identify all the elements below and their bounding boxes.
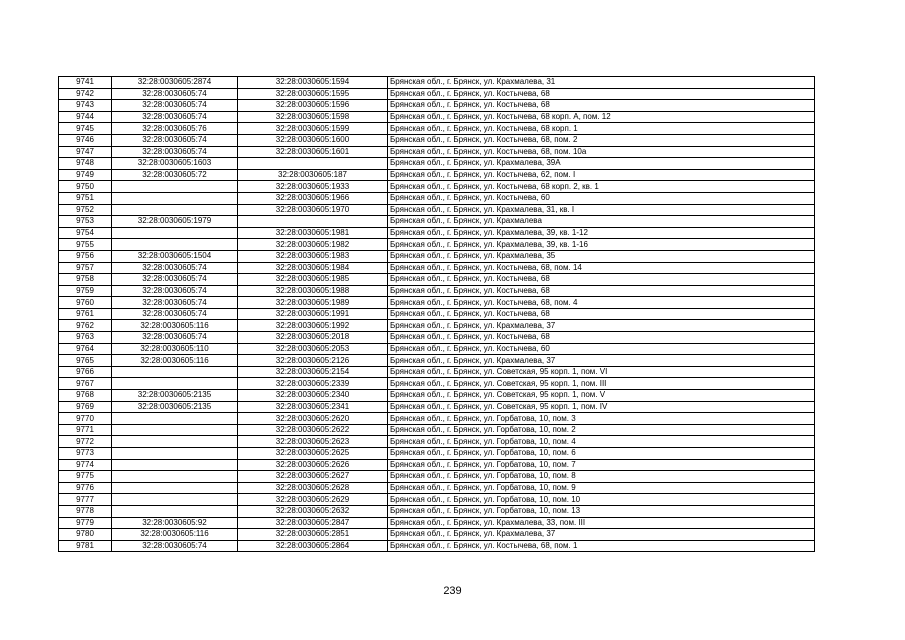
table-row xyxy=(59,471,815,483)
parent-cadastral-cell xyxy=(112,505,238,517)
parent-cadastral-cell xyxy=(112,192,238,204)
cadastral-number-cell: 32:28:0030605:1601 xyxy=(238,146,388,158)
parent-cadastral-cell xyxy=(112,378,238,390)
address-cell: Брянская обл., г. Брянск, ул. Крахмалева, 39, кв. 1-12 xyxy=(388,227,815,239)
row-number-cell: 9764 xyxy=(59,343,112,355)
row-number-cell: 9768 xyxy=(59,390,112,402)
address-cell: Брянская обл., г. Брянск, ул. Советская, 95 корп. 1, пом. V xyxy=(388,390,815,402)
cadastral-number-cell: 32:28:0030605:2620 xyxy=(238,413,388,425)
address-cell: Брянская обл., г. Брянск, ул. Горбатова, 10, пом. 8 xyxy=(388,471,815,483)
address-cell: Брянская обл., г. Брянск, ул. Костычева, 60 xyxy=(388,343,815,355)
address-cell: Брянская обл., г. Брянск, ул. Костычева, 68 корп. 2, кв. 1 xyxy=(388,181,815,193)
row-number-cell: 9781 xyxy=(59,540,112,552)
registry-table-body xyxy=(59,77,815,552)
row-number-cell: 9762 xyxy=(59,320,112,332)
table-row xyxy=(59,204,815,216)
parent-cadastral-cell: 32:28:0030605:74 xyxy=(112,88,238,100)
table-row xyxy=(59,192,815,204)
cadastral-number-cell: 32:28:0030605:2626 xyxy=(238,459,388,471)
address-cell: Брянская обл., г. Брянск, ул. Крахмалева, 37 xyxy=(388,320,815,332)
parent-cadastral-cell xyxy=(112,424,238,436)
address-cell: Брянская обл., г. Брянск, ул. Крахмалева, 31 xyxy=(388,77,815,89)
table-row xyxy=(59,424,815,436)
table-row xyxy=(59,401,815,413)
table-row xyxy=(59,517,815,529)
row-number-cell: 9754 xyxy=(59,227,112,239)
table-row xyxy=(59,494,815,506)
cadastral-number-cell: 32:28:0030605:2126 xyxy=(238,355,388,367)
parent-cadastral-cell: 32:28:0030605:116 xyxy=(112,320,238,332)
parent-cadastral-cell xyxy=(112,459,238,471)
parent-cadastral-cell: 32:28:0030605:110 xyxy=(112,343,238,355)
cadastral-number-cell: 32:28:0030605:1594 xyxy=(238,77,388,89)
parent-cadastral-cell: 32:28:0030605:74 xyxy=(112,262,238,274)
registry-table xyxy=(58,76,815,552)
cadastral-number-cell: 32:28:0030605:1598 xyxy=(238,111,388,123)
row-number-cell: 9755 xyxy=(59,239,112,251)
address-cell: Брянская обл., г. Брянск, ул. Крахмалева, 31, кв. I xyxy=(388,204,815,216)
parent-cadastral-cell: 32:28:0030605:74 xyxy=(112,308,238,320)
address-cell: Брянская обл., г. Брянск, ул. Крахмалева, 39А xyxy=(388,158,815,170)
table-row xyxy=(59,355,815,367)
table-row xyxy=(59,134,815,146)
parent-cadastral-cell xyxy=(112,436,238,448)
row-number-cell: 9767 xyxy=(59,378,112,390)
cadastral-number-cell: 32:28:0030605:1984 xyxy=(238,262,388,274)
parent-cadastral-cell: 32:28:0030605:76 xyxy=(112,123,238,135)
table-row xyxy=(59,88,815,100)
table-row xyxy=(59,459,815,471)
address-cell: Брянская обл., г. Брянск, ул. Горбатова, 10, пом. 9 xyxy=(388,482,815,494)
cadastral-number-cell: 32:28:0030605:2864 xyxy=(238,540,388,552)
table-row xyxy=(59,146,815,158)
cadastral-number-cell: 32:28:0030605:1981 xyxy=(238,227,388,239)
row-number-cell: 9750 xyxy=(59,181,112,193)
row-number-cell: 9780 xyxy=(59,529,112,541)
parent-cadastral-cell xyxy=(112,471,238,483)
table-row xyxy=(59,285,815,297)
parent-cadastral-cell: 32:28:0030605:92 xyxy=(112,517,238,529)
table-row xyxy=(59,123,815,135)
cadastral-number-cell: 32:28:0030605:1988 xyxy=(238,285,388,297)
cadastral-number-cell: 32:28:0030605:1970 xyxy=(238,204,388,216)
cadastral-number-cell: 32:28:0030605:2628 xyxy=(238,482,388,494)
row-number-cell: 9757 xyxy=(59,262,112,274)
row-number-cell: 9769 xyxy=(59,401,112,413)
page-number: 239 xyxy=(443,585,462,597)
row-number-cell: 9778 xyxy=(59,505,112,517)
parent-cadastral-cell xyxy=(112,181,238,193)
table-row xyxy=(59,436,815,448)
row-number-cell: 9742 xyxy=(59,88,112,100)
row-number-cell: 9741 xyxy=(59,77,112,89)
table-row xyxy=(59,482,815,494)
cadastral-number-cell: 32:28:0030605:1599 xyxy=(238,123,388,135)
parent-cadastral-cell: 32:28:0030605:2135 xyxy=(112,390,238,402)
parent-cadastral-cell: 32:28:0030605:74 xyxy=(112,285,238,297)
table-row xyxy=(59,181,815,193)
parent-cadastral-cell: 32:28:0030605:74 xyxy=(112,134,238,146)
address-cell: Брянская обл., г. Брянск, ул. Советская, 95 корп. 1, пом. IV xyxy=(388,401,815,413)
table-row xyxy=(59,158,815,170)
cadastral-number-cell: 32:28:0030605:1982 xyxy=(238,239,388,251)
row-number-cell: 9758 xyxy=(59,274,112,286)
row-number-cell: 9760 xyxy=(59,297,112,309)
row-number-cell: 9748 xyxy=(59,158,112,170)
cadastral-number-cell: 32:28:0030605:1596 xyxy=(238,100,388,112)
table-row xyxy=(59,239,815,251)
row-number-cell: 9777 xyxy=(59,494,112,506)
row-number-cell: 9772 xyxy=(59,436,112,448)
parent-cadastral-cell xyxy=(112,413,238,425)
address-cell: Брянская обл., г. Брянск, ул. Костычева, 68 xyxy=(388,332,815,344)
parent-cadastral-cell xyxy=(112,482,238,494)
cadastral-number-cell: 32:28:0030605:1991 xyxy=(238,308,388,320)
cadastral-number-cell: 32:28:0030605:2847 xyxy=(238,517,388,529)
row-number-cell: 9775 xyxy=(59,471,112,483)
table-row xyxy=(59,100,815,112)
row-number-cell: 9763 xyxy=(59,332,112,344)
cadastral-number-cell: 32:28:0030605:1600 xyxy=(238,134,388,146)
address-cell: Брянская обл., г. Брянск, ул. Костычева, 68, пом. 10а xyxy=(388,146,815,158)
address-cell: Брянская обл., г. Брянск, ул. Советская, 95 корп. 1, пом. VI xyxy=(388,366,815,378)
address-cell: Брянская обл., г. Брянск, ул. Костычева, 68, пом. 1 xyxy=(388,540,815,552)
table-row xyxy=(59,308,815,320)
parent-cadastral-cell: 32:28:0030605:116 xyxy=(112,529,238,541)
address-cell: Брянская обл., г. Брянск, ул. Костычева, 60 xyxy=(388,192,815,204)
address-cell: Брянская обл., г. Брянск, ул. Крахмалева, 37 xyxy=(388,529,815,541)
parent-cadastral-cell: 32:28:0030605:74 xyxy=(112,146,238,158)
row-number-cell: 9759 xyxy=(59,285,112,297)
row-number-cell: 9743 xyxy=(59,100,112,112)
address-cell: Брянская обл., г. Брянск, ул. Крахмалева, 35 xyxy=(388,250,815,262)
row-number-cell: 9749 xyxy=(59,169,112,181)
row-number-cell: 9747 xyxy=(59,146,112,158)
table-row xyxy=(59,390,815,402)
cadastral-number-cell: 32:28:0030605:2622 xyxy=(238,424,388,436)
cadastral-number-cell: 32:28:0030605:2629 xyxy=(238,494,388,506)
table-row xyxy=(59,216,815,228)
cadastral-number-cell xyxy=(238,216,388,228)
parent-cadastral-cell: 32:28:0030605:74 xyxy=(112,332,238,344)
row-number-cell: 9752 xyxy=(59,204,112,216)
cadastral-number-cell: 32:28:0030605:1989 xyxy=(238,297,388,309)
address-cell: Брянская обл., г. Брянск, ул. Костычева, 68 xyxy=(388,274,815,286)
table-row xyxy=(59,169,815,181)
parent-cadastral-cell: 32:28:0030605:116 xyxy=(112,355,238,367)
row-number-cell: 9746 xyxy=(59,134,112,146)
cadastral-number-cell: 32:28:0030605:2154 xyxy=(238,366,388,378)
parent-cadastral-cell: 32:28:0030605:74 xyxy=(112,297,238,309)
table-row xyxy=(59,413,815,425)
cadastral-number-cell: 32:28:0030605:1595 xyxy=(238,88,388,100)
cadastral-number-cell: 32:28:0030605:1933 xyxy=(238,181,388,193)
table-row xyxy=(59,343,815,355)
address-cell: Брянская обл., г. Брянск, ул. Крахмалева xyxy=(388,216,815,228)
parent-cadastral-cell xyxy=(112,448,238,460)
cadastral-number-cell: 32:28:0030605:2339 xyxy=(238,378,388,390)
address-cell: Брянская обл., г. Брянск, ул. Костычева, 68, пом. 2 xyxy=(388,134,815,146)
cadastral-number-cell: 32:28:0030605:2851 xyxy=(238,529,388,541)
table-row xyxy=(59,529,815,541)
parent-cadastral-cell xyxy=(112,366,238,378)
address-cell: Брянская обл., г. Брянск, ул. Костычева, 68 xyxy=(388,285,815,297)
cadastral-number-cell: 32:28:0030605:2623 xyxy=(238,436,388,448)
address-cell: Брянская обл., г. Брянск, ул. Костычева, 68 xyxy=(388,88,815,100)
table-row xyxy=(59,320,815,332)
cadastral-number-cell: 32:28:0030605:2627 xyxy=(238,471,388,483)
cadastral-number-cell: 32:28:0030605:2053 xyxy=(238,343,388,355)
parent-cadastral-cell xyxy=(112,227,238,239)
table-row xyxy=(59,505,815,517)
row-number-cell: 9779 xyxy=(59,517,112,529)
cadastral-number-cell xyxy=(238,158,388,170)
parent-cadastral-cell: 32:28:0030605:74 xyxy=(112,111,238,123)
row-number-cell: 9773 xyxy=(59,448,112,460)
cadastral-number-cell: 32:28:0030605:2340 xyxy=(238,390,388,402)
cadastral-number-cell: 32:28:0030605:2018 xyxy=(238,332,388,344)
row-number-cell: 9765 xyxy=(59,355,112,367)
address-cell: Брянская обл., г. Брянск, ул. Костычева, 68 xyxy=(388,100,815,112)
address-cell: Брянская обл., г. Брянск, ул. Горбатова, 10, пом. 13 xyxy=(388,505,815,517)
parent-cadastral-cell xyxy=(112,239,238,251)
cadastral-number-cell: 32:28:0030605:1992 xyxy=(238,320,388,332)
address-cell: Брянская обл., г. Брянск, ул. Крахмалева, 39, кв. 1-16 xyxy=(388,239,815,251)
row-number-cell: 9771 xyxy=(59,424,112,436)
row-number-cell: 9774 xyxy=(59,459,112,471)
row-number-cell: 9761 xyxy=(59,308,112,320)
table-row xyxy=(59,77,815,89)
parent-cadastral-cell: 32:28:0030605:74 xyxy=(112,100,238,112)
cadastral-number-cell: 32:28:0030605:2625 xyxy=(238,448,388,460)
table-row xyxy=(59,250,815,262)
parent-cadastral-cell: 32:28:0030605:72 xyxy=(112,169,238,181)
table-row xyxy=(59,366,815,378)
row-number-cell: 9744 xyxy=(59,111,112,123)
address-cell: Брянская обл., г. Брянск, ул. Костычева, 68, пом. 4 xyxy=(388,297,815,309)
address-cell: Брянская обл., г. Брянск, ул. Костычева, 68 корп. А, пом. 12 xyxy=(388,111,815,123)
cadastral-number-cell: 32:28:0030605:187 xyxy=(238,169,388,181)
table-row xyxy=(59,540,815,552)
address-cell: Брянская обл., г. Брянск, ул. Костычева, 62, пом. I xyxy=(388,169,815,181)
address-cell: Брянская обл., г. Брянск, ул. Горбатова, 10, пом. 6 xyxy=(388,448,815,460)
table-row xyxy=(59,262,815,274)
row-number-cell: 9756 xyxy=(59,250,112,262)
address-cell: Брянская обл., г. Брянск, ул. Советская, 95 корп. 1, пом. III xyxy=(388,378,815,390)
address-cell: Брянская обл., г. Брянск, ул. Крахмалева, 37 xyxy=(388,355,815,367)
cadastral-number-cell: 32:28:0030605:1966 xyxy=(238,192,388,204)
row-number-cell: 9776 xyxy=(59,482,112,494)
row-number-cell: 9770 xyxy=(59,413,112,425)
table-row xyxy=(59,274,815,286)
address-cell: Брянская обл., г. Брянск, ул. Костычева, 68 корп. 1 xyxy=(388,123,815,135)
cadastral-number-cell: 32:28:0030605:2632 xyxy=(238,505,388,517)
parent-cadastral-cell: 32:28:0030605:2135 xyxy=(112,401,238,413)
row-number-cell: 9753 xyxy=(59,216,112,228)
parent-cadastral-cell: 32:28:0030605:2874 xyxy=(112,77,238,89)
cadastral-number-cell: 32:28:0030605:2341 xyxy=(238,401,388,413)
parent-cadastral-cell xyxy=(112,494,238,506)
parent-cadastral-cell xyxy=(112,204,238,216)
table-row xyxy=(59,227,815,239)
row-number-cell: 9766 xyxy=(59,366,112,378)
row-number-cell: 9745 xyxy=(59,123,112,135)
address-cell: Брянская обл., г. Брянск, ул. Горбатова, 10, пом. 2 xyxy=(388,424,815,436)
parent-cadastral-cell: 32:28:0030605:74 xyxy=(112,274,238,286)
row-number-cell: 9751 xyxy=(59,192,112,204)
address-cell: Брянская обл., г. Брянск, ул. Горбатова, 10, пом. 4 xyxy=(388,436,815,448)
table-row xyxy=(59,332,815,344)
table-row xyxy=(59,297,815,309)
table-row xyxy=(59,111,815,123)
table-row xyxy=(59,378,815,390)
parent-cadastral-cell: 32:28:0030605:1979 xyxy=(112,216,238,228)
cadastral-number-cell: 32:28:0030605:1985 xyxy=(238,274,388,286)
address-cell: Брянская обл., г. Брянск, ул. Горбатова, 10, пом. 7 xyxy=(388,459,815,471)
address-cell: Брянская обл., г. Брянск, ул. Горбатова, 10, пом. 10 xyxy=(388,494,815,506)
address-cell: Брянская обл., г. Брянск, ул. Крахмалева, 33, пом. III xyxy=(388,517,815,529)
parent-cadastral-cell: 32:28:0030605:74 xyxy=(112,540,238,552)
address-cell: Брянская обл., г. Брянск, ул. Костычева, 68 xyxy=(388,308,815,320)
cadastral-number-cell: 32:28:0030605:1983 xyxy=(238,250,388,262)
parent-cadastral-cell: 32:28:0030605:1603 xyxy=(112,158,238,170)
address-cell: Брянская обл., г. Брянск, ул. Горбатова, 10, пом. 3 xyxy=(388,413,815,425)
table-row xyxy=(59,448,815,460)
parent-cadastral-cell: 32:28:0030605:1504 xyxy=(112,250,238,262)
address-cell: Брянская обл., г. Брянск, ул. Костычева, 68, пом. 14 xyxy=(388,262,815,274)
